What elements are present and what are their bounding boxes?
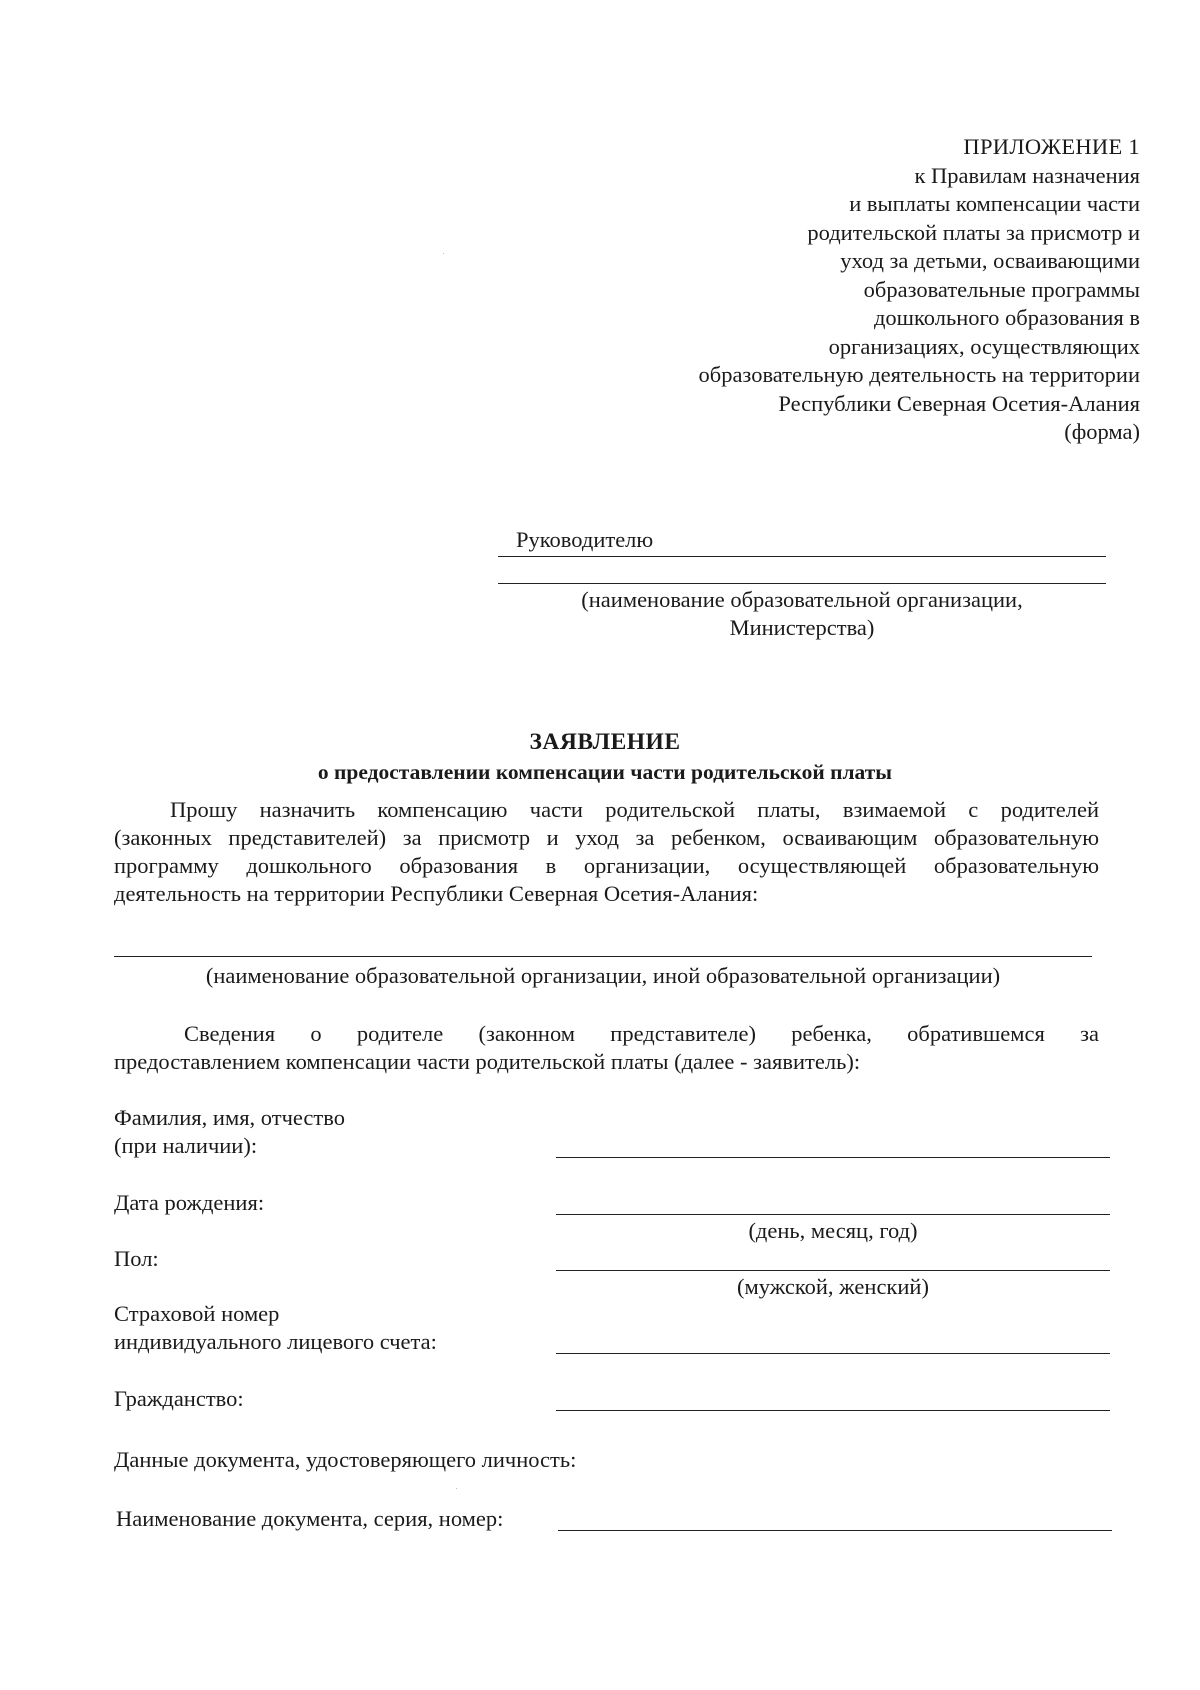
request-line-text: Прошу назначить компенсацию части родительской платы, взимаемой с родителей [170, 797, 1099, 822]
snils-label-line1: Страховой номер [114, 1301, 280, 1326]
addressee-caption-2: Министерства) [729, 615, 875, 640]
annex-line: уход за детьми, осваивающими [840, 248, 1140, 273]
annex-line: образовательную деятельность на территории [698, 362, 1140, 387]
document-title: ЗАЯВЛЕНИЕ [529, 729, 681, 755]
annex-title: ПРИЛОЖЕНИЕ 1 [963, 134, 1140, 159]
document-subtitle: о предоставлении компенсации части родительской платы [317, 760, 893, 784]
annex-block [580, 133, 1140, 447]
snils-label-line2: индивидуального лицевого счета: [114, 1329, 437, 1354]
annex-line: организациях, осуществляющих [828, 333, 1140, 359]
fio-input-line[interactable] [556, 1157, 1110, 1158]
request-line [114, 796, 1099, 824]
addressee-line-2[interactable] [498, 583, 1106, 584]
annex-line: Республики Северная Осетия-Алания [778, 390, 1140, 416]
applicant-intro-text: Сведения о родителе (законном представителе) ребенка, обратившемся за [184, 1021, 1099, 1046]
birth-date-hint: (день, месяц, год) [748, 1218, 918, 1243]
request-line-text: (законных представителей) за присмотр и уход за ребенком, осваивающим образовательную [114, 825, 1099, 850]
addressee-line-1[interactable] [498, 556, 1106, 557]
request-line-text: программу дошкольного образования в организации, осуществляющей образовательную [114, 853, 1099, 878]
applicant-intro [114, 1020, 1099, 1076]
annex-line: образовательные программы [863, 276, 1140, 302]
scan-speck [456, 1488, 457, 1489]
addressee-caption-1: (наименование образовательной организации, [581, 587, 1023, 612]
organization-caption: (наименование образовательной организации, иной образовательной организации) [205, 963, 1001, 988]
snils-input-line[interactable] [556, 1353, 1110, 1354]
annex-line: родительской платы за присмотр и [807, 219, 1140, 245]
annex-line: дошкольного образования в [873, 305, 1140, 330]
scan-speck [443, 253, 444, 254]
document-name-input-line[interactable] [558, 1530, 1112, 1531]
annex-line: к Правилам назначения [914, 162, 1140, 188]
sex-input-line[interactable] [556, 1270, 1110, 1271]
fio-label-line1: Фамилия, имя, отчество [114, 1105, 345, 1130]
document-name-label: Наименование документа, серия, номер: [116, 1506, 504, 1531]
birth-date-input-line[interactable] [556, 1214, 1110, 1215]
request-line-last: деятельность на территории Республики Северная Осетия-Алания: [114, 881, 759, 906]
fio-label-line2: (при наличии): [114, 1133, 258, 1158]
addressee-label: Руководителю [516, 527, 654, 552]
citizenship-input-line[interactable] [556, 1410, 1110, 1411]
request-paragraph [114, 796, 1099, 908]
id-document-label: Данные документа, удостоверяющего личность: [114, 1447, 577, 1472]
request-line [114, 852, 1099, 880]
annex-line: и выплаты компенсации части [849, 191, 1140, 216]
applicant-intro-line: предоставлением компенсации части родительской платы (далее - заявитель): [114, 1049, 861, 1074]
organization-name-line[interactable] [114, 956, 1092, 957]
citizenship-label: Гражданство: [114, 1386, 244, 1411]
birth-date-label: Дата рождения: [114, 1190, 265, 1215]
sex-hint: (мужской, женский) [737, 1274, 929, 1299]
sex-label: Пол: [114, 1246, 159, 1271]
request-line [114, 824, 1099, 852]
annex-form-label: (форма) [1064, 419, 1140, 444]
applicant-intro-line [114, 1020, 1099, 1048]
